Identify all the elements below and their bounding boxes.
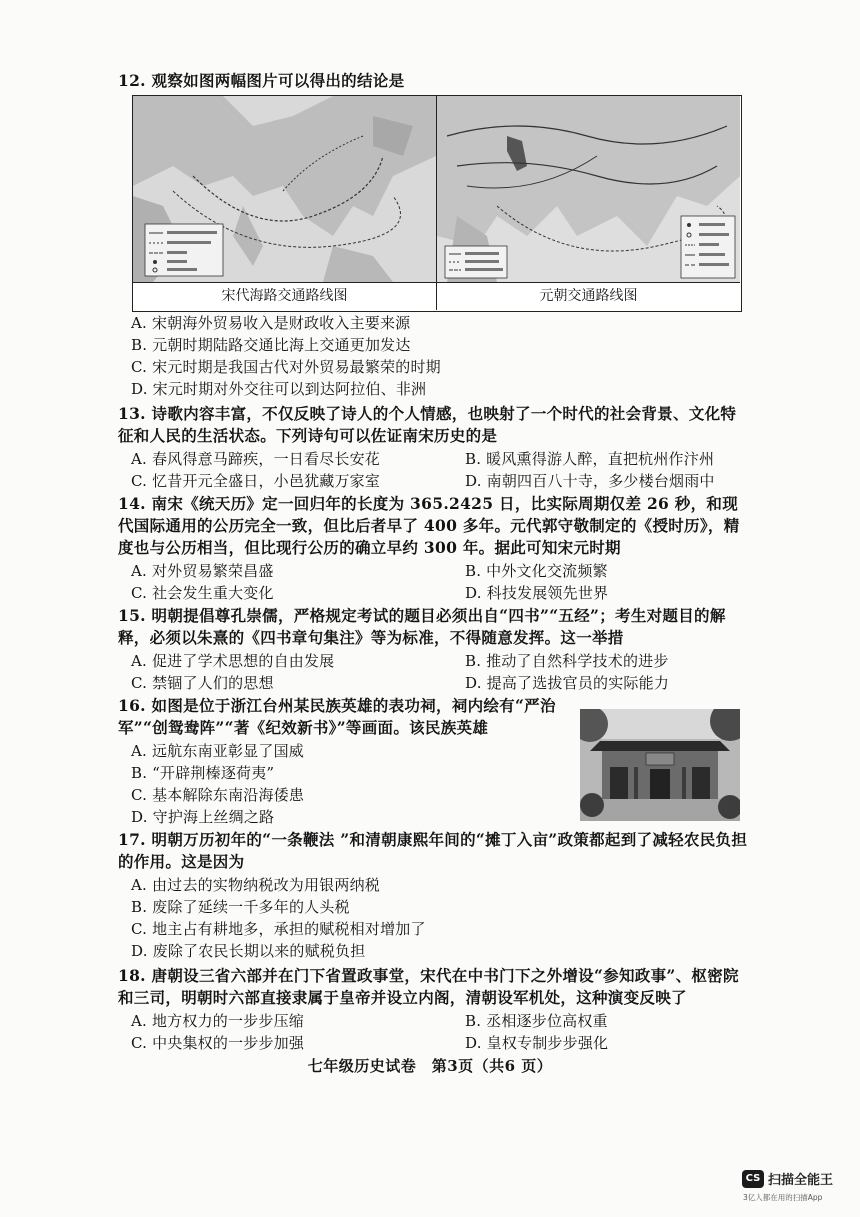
q13-option-d: D. 南朝四百八十寺，多少楼台烟雨中 xyxy=(465,472,715,490)
page-footer: 七年级历史试卷 第3页（共6 页） xyxy=(307,1057,553,1075)
song-sea-route-map xyxy=(133,96,437,283)
q16-option-c: C. 基本解除东南沿海倭患 xyxy=(131,786,305,804)
q12-option-b: B. 元朝时期陆路交通比海上交通更加发达 xyxy=(131,336,411,354)
question-17-stem: 17. 明朝万历初年的“一条鞭法 ”和清朝康熙年间的“摊丁入亩”政策都起到了减轻农民负担的作用。这是因为 xyxy=(118,830,748,871)
q13-option-b: B. 暖风熏得游人醉，直把杭州作汴州 xyxy=(465,450,715,468)
figure-caption-song: 宋代海路交通路线图 xyxy=(133,283,437,310)
q16-stem-line-1: 16. 如图是位于浙江台州某民族英雄的表功祠，祠内绘有“严治 xyxy=(118,696,556,715)
q16-stem-line-2: 军”“创鸳鸯阵”“著《纪效新书》”等画面。该民族英雄 xyxy=(118,718,489,737)
q16-option-d: D. 守护海上丝绸之路 xyxy=(131,808,275,826)
q13-option-a: A. 春风得意马蹄疾，一日看尽长安花 xyxy=(131,450,380,468)
q18-option-b: B. 丞相逐步位高权重 xyxy=(465,1012,608,1030)
q12-figure xyxy=(132,95,742,312)
q17-option-d: D. 废除了农民长期以来的赋税负担 xyxy=(131,942,366,960)
q14-option-b: B. 中外文化交流频繁 xyxy=(465,562,608,580)
q18-option-c: C. 中央集权的一步步加强 xyxy=(131,1034,305,1052)
q15-option-c: C. 禁锢了人们的思想 xyxy=(131,674,274,692)
q18-option-d: D. 皇权专制步步强化 xyxy=(465,1034,609,1052)
q16-option-b: B. “开辟荆榛逐荷夷” xyxy=(131,764,275,782)
q18-option-a: A. 地方权力的一步步压缩 xyxy=(131,1012,304,1030)
q15-option-d: D. 提高了选拔官员的实际能力 xyxy=(465,674,670,692)
q12-option-c: C. 宋元时期是我国古代对外贸易最繁荣的时期 xyxy=(131,358,441,376)
question-14-stem: 14. 南宋《统天历》定一回归年的长度为 365.2425 日，比实际周期仅差 26 秒，和现代国际通用的公历完全一致，但比后者早了 400 多年。元代郭守敬制定的《授时历》，精度也与公历相当，但比现行公历的确立早约 300 年。据此可知宋元时期 xyxy=(118,494,740,557)
question-16-stem xyxy=(118,695,556,739)
question-18-stem: 18. 唐朝设三省六部并在门下省置政事堂，宋代在中书门下之外增设“参知政事”、枢密院和三司，明朝时六部直接隶属于皇帝并设立内阁，清朝设军机处，这种演变反映了 xyxy=(118,966,739,1007)
q14-option-c: C. 社会发生重大变化 xyxy=(131,584,274,602)
q17-option-c: C. 地主占有耕地多，承担的赋税相对增加了 xyxy=(131,920,426,938)
yuan-route-map xyxy=(437,96,740,283)
q14-option-a: A. 对外贸易繁荣昌盛 xyxy=(131,562,274,580)
q15-option-b: B. 推动了自然科学技术的进步 xyxy=(465,652,669,670)
figure-caption-yuan: 元朝交通路线图 xyxy=(539,288,638,304)
memorial-temple-photo xyxy=(580,709,740,821)
camscanner-logo-icon: CS xyxy=(742,1170,764,1188)
q12-option-d: D. 宋元时期对外交往可以到达阿拉伯、非洲 xyxy=(131,380,427,398)
q17-option-b: B. 废除了延续一千多年的人头税 xyxy=(131,898,350,916)
camscanner-tagline: 3亿人都在用的扫描App xyxy=(743,1193,823,1202)
q13-option-c: C. 忆昔开元全盛日，小邑犹藏万家室 xyxy=(131,472,381,490)
q12-option-a: A. 宋朝海外贸易收入是财政收入主要来源 xyxy=(131,314,411,332)
question-15-stem: 15. 明朝提倡尊孔崇儒，严格规定考试的题目必须出自“四书”“五经”；考生对题目的解释，必须以朱熹的《四书章句集注》等为标准，不得随意发挥。这一举措 xyxy=(118,606,726,647)
question-12-stem: 12. 观察如图两幅图片可以得出的结论是 xyxy=(118,71,405,90)
q16-option-a: A. 远航东南亚彰显了国威 xyxy=(131,742,304,760)
q15-option-a: A. 促进了学术思想的自由发展 xyxy=(131,652,335,670)
question-13-stem: 13. 诗歌内容丰富，不仅反映了诗人的个人情感，也映射了一个时代的社会背景、文化特征和人民的生活状态。下列诗句可以佐证南宋历史的是 xyxy=(118,404,737,445)
camscanner-name: 扫描全能王 xyxy=(768,1173,834,1188)
q17-option-a: A. 由过去的实物纳税改为用银两纳税 xyxy=(131,876,380,894)
q14-option-d: D. 科技发展领先世界 xyxy=(465,584,609,602)
